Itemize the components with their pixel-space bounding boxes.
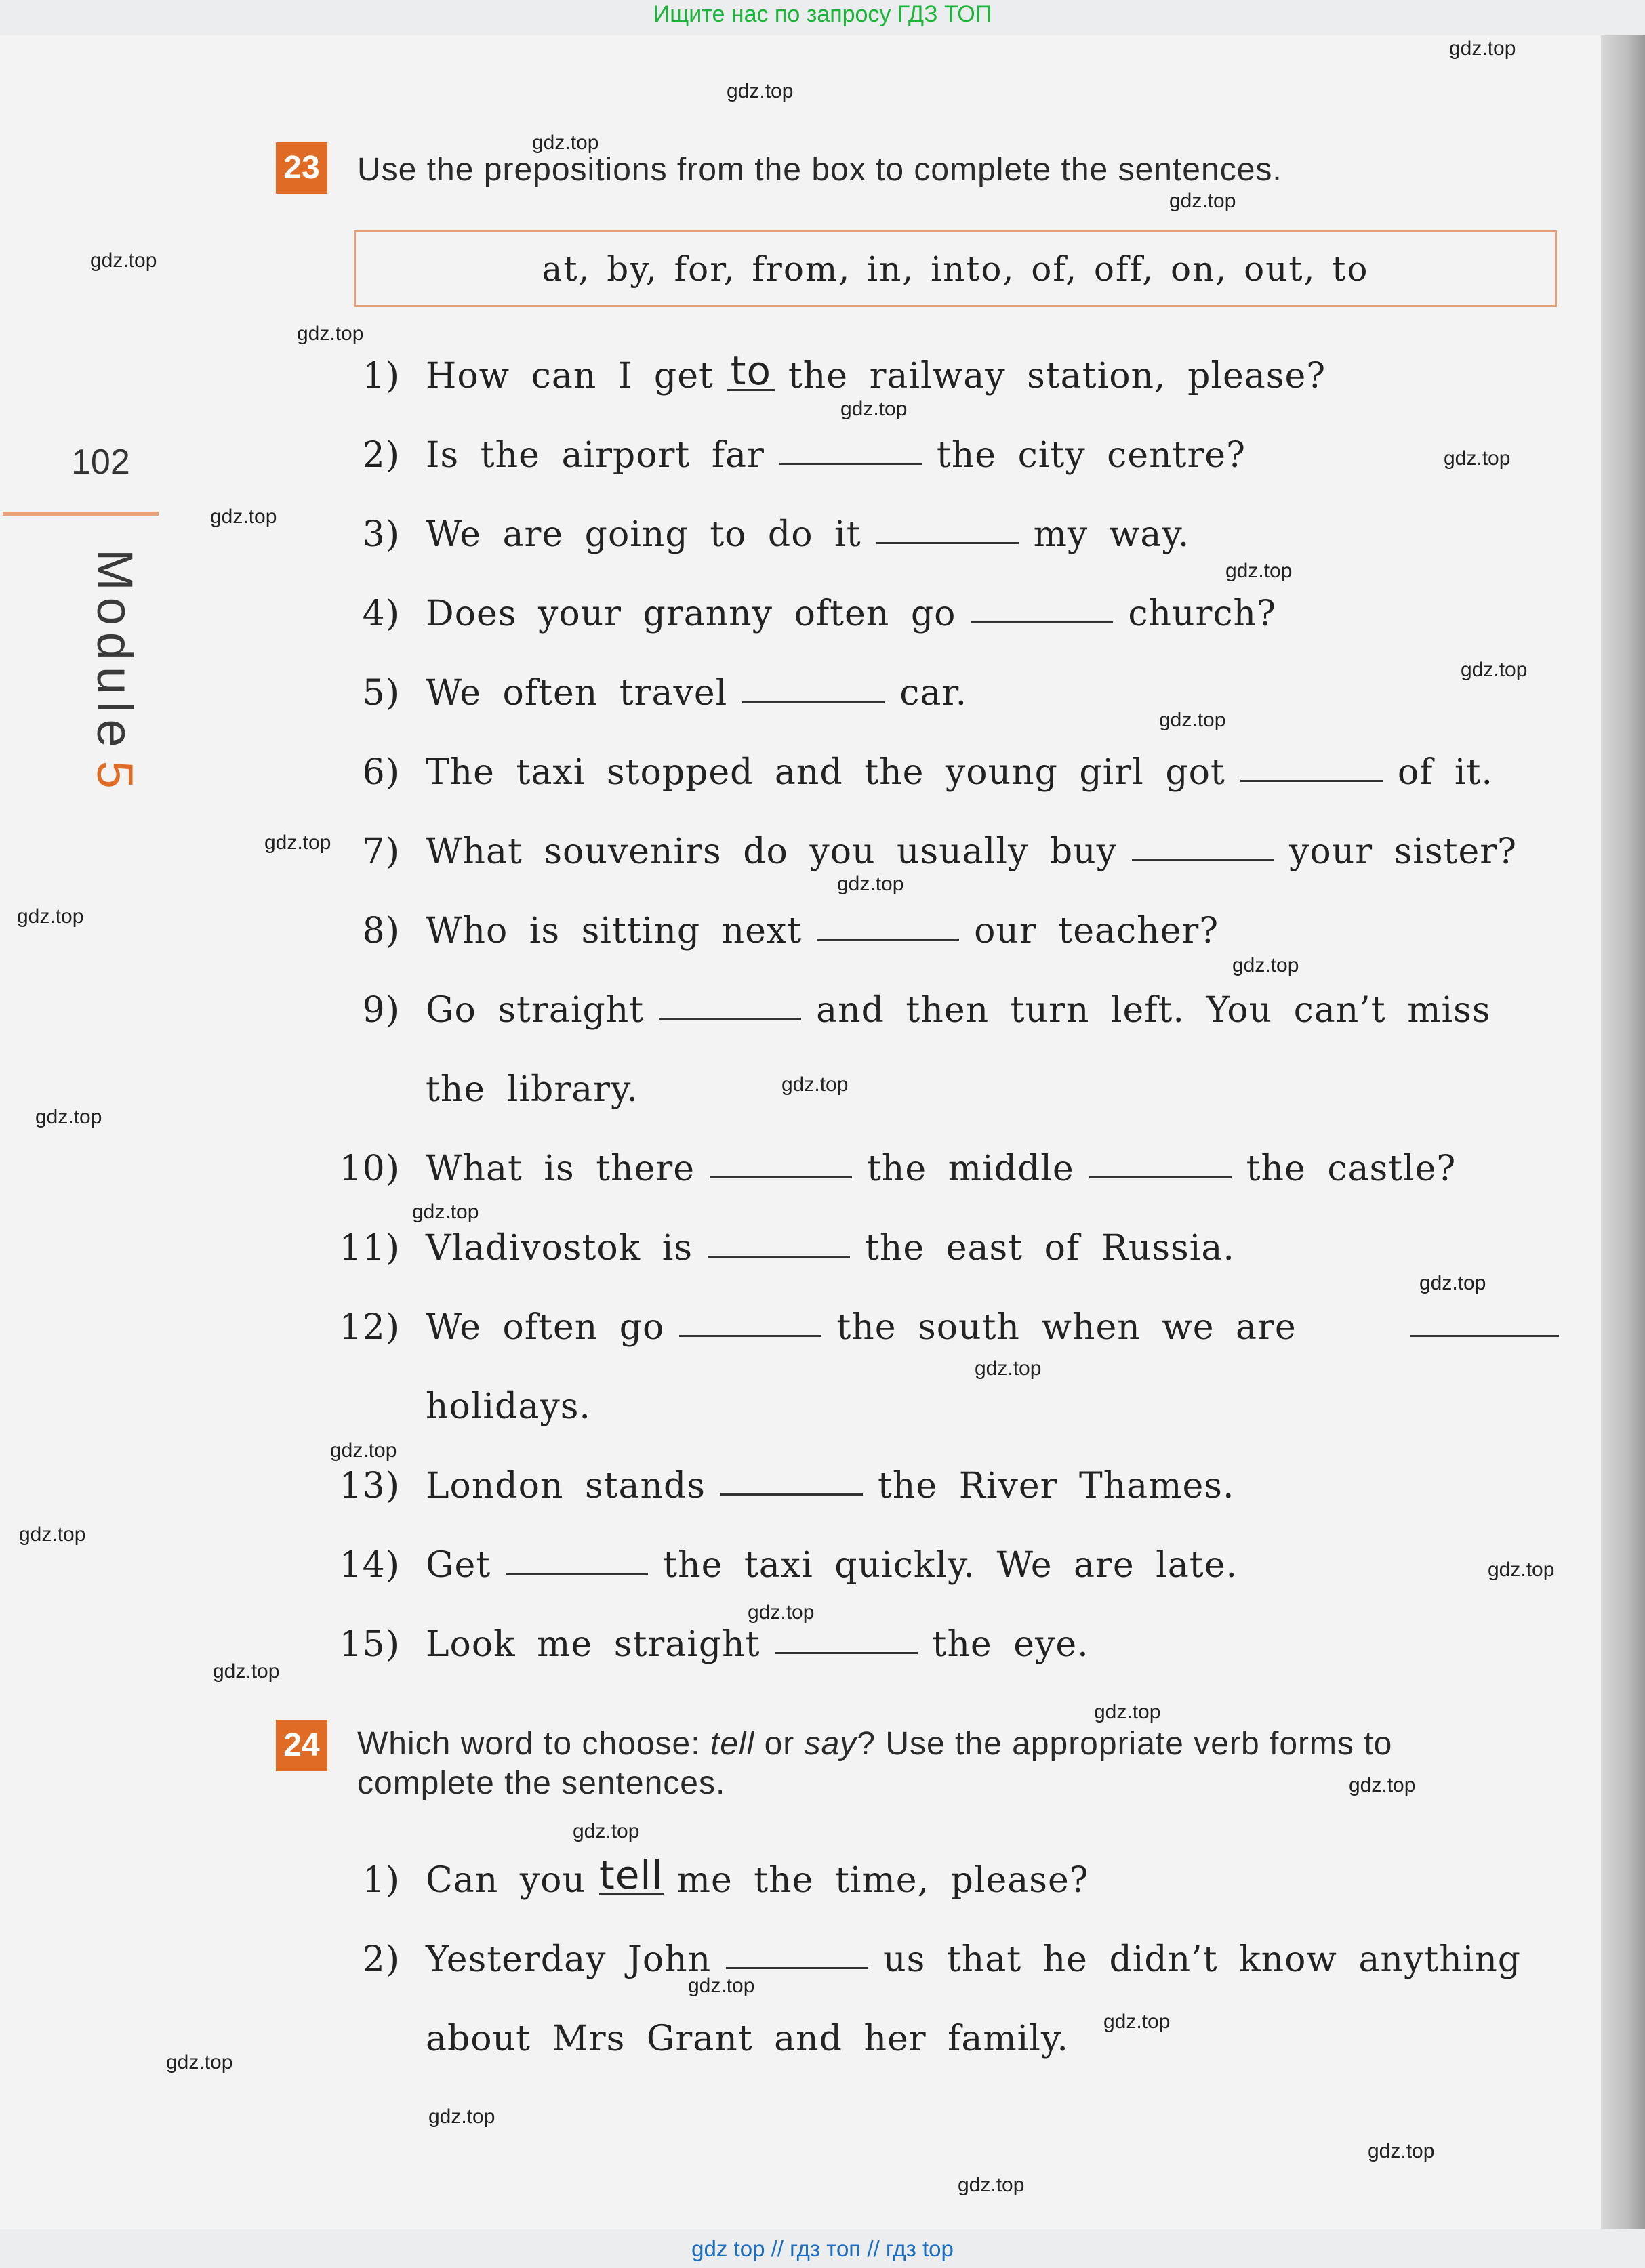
item-text: my way. bbox=[1033, 514, 1190, 555]
item-text: your sister? bbox=[1289, 831, 1517, 872]
exercise-23-item-15 bbox=[319, 1621, 1572, 1668]
exercise-24-item-1 bbox=[319, 1852, 1572, 1904]
item-number: 12) bbox=[339, 1307, 400, 1348]
watermark: gdz.top bbox=[1419, 1272, 1486, 1294]
watermark: gdz.top bbox=[573, 1820, 640, 1842]
watermark: gdz.top bbox=[1094, 1701, 1161, 1723]
item-text: What is there bbox=[426, 1149, 695, 1189]
watermark: gdz.top bbox=[166, 2051, 233, 2074]
exercise-24-item-2 bbox=[319, 1936, 1572, 1983]
exercise-23-item-13 bbox=[319, 1462, 1572, 1510]
exercise-23-item-7 bbox=[319, 828, 1572, 875]
watermark: gdz.top bbox=[213, 1660, 280, 1683]
blank-field[interactable] bbox=[779, 432, 922, 465]
exercise-23-item-4 bbox=[319, 590, 1572, 638]
watermark: gdz.top bbox=[210, 506, 277, 528]
item-number: 2) bbox=[362, 1939, 400, 1980]
item-number: 13) bbox=[339, 1466, 400, 1506]
exercise-23-item-10 bbox=[319, 1145, 1572, 1193]
exercise-23-item-6 bbox=[319, 749, 1572, 796]
item-number: 5) bbox=[362, 673, 400, 714]
item-text: and then turn left. You can’t miss bbox=[816, 990, 1491, 1031]
item-text: the railway station, please? bbox=[788, 356, 1326, 396]
item-text: We are going to do it bbox=[426, 514, 861, 555]
watermark: gdz.top bbox=[837, 873, 904, 895]
watermark: gdz.top bbox=[19, 1523, 86, 1546]
answer-field[interactable]: to bbox=[727, 352, 775, 391]
exercise-23-item-8 bbox=[319, 907, 1572, 955]
item-number: 3) bbox=[362, 514, 400, 555]
watermark: gdz.top bbox=[1461, 659, 1528, 681]
module-number: 5 bbox=[87, 760, 143, 796]
item-text: the east of Russia. bbox=[865, 1228, 1235, 1269]
item-text: We often go bbox=[426, 1307, 665, 1348]
item-text: The taxi stopped and the young girl got bbox=[426, 752, 1225, 793]
item-number: 7) bbox=[362, 831, 400, 872]
exercise-23-item-3 bbox=[319, 511, 1572, 558]
book-spine-shadow bbox=[1601, 35, 1645, 2229]
item-text: me the time, please? bbox=[676, 1860, 1089, 1901]
instruction-text: or bbox=[754, 1726, 805, 1762]
watermark: gdz.top bbox=[532, 131, 599, 154]
exercise-23-item-5 bbox=[319, 669, 1572, 717]
watermark: gdz.top bbox=[1232, 954, 1299, 976]
item-number: 14) bbox=[339, 1545, 400, 1586]
item-number: 15) bbox=[339, 1624, 400, 1665]
blank-field[interactable] bbox=[1240, 749, 1383, 782]
exercise-24-instruction bbox=[357, 1725, 1392, 1764]
item-text: the taxi quickly. We are late. bbox=[663, 1545, 1238, 1586]
blank-field[interactable] bbox=[679, 1304, 821, 1337]
item-text: holidays. bbox=[426, 1386, 591, 1427]
item-text: Is the airport far bbox=[426, 435, 765, 476]
exercise-23-item-9-continued bbox=[319, 1066, 1572, 1113]
word-tell: tell bbox=[710, 1726, 755, 1762]
blank-field[interactable] bbox=[775, 1621, 918, 1654]
exercise-23-item-14 bbox=[319, 1542, 1572, 1589]
watermark: gdz.top bbox=[428, 2105, 495, 2128]
watermark: gdz.top bbox=[264, 831, 331, 854]
watermark: gdz.top bbox=[412, 1201, 479, 1223]
watermark: gdz.top bbox=[975, 1357, 1042, 1380]
item-text: the city centre? bbox=[936, 435, 1246, 476]
exercise-23-badge: 23 bbox=[276, 142, 327, 194]
watermark: gdz.top bbox=[958, 2174, 1025, 2196]
exercise-23-item-12-continued bbox=[319, 1383, 1572, 1430]
exercise-24-item-2-continued bbox=[319, 2015, 1572, 2063]
item-text: the library. bbox=[426, 1069, 638, 1110]
bottom-banner[interactable]: gdz top // гдз топ // гдз top bbox=[691, 2236, 954, 2261]
exercise-23-item-9 bbox=[319, 987, 1572, 1034]
blank-field[interactable] bbox=[659, 987, 801, 1020]
watermark: gdz.top bbox=[688, 1975, 755, 1997]
word-say: say bbox=[804, 1726, 857, 1762]
item-text: the eye. bbox=[932, 1624, 1089, 1665]
watermark: gdz.top bbox=[330, 1439, 397, 1462]
blank-field[interactable] bbox=[817, 907, 959, 941]
item-text: us that he didn’t know anything bbox=[883, 1939, 1522, 1980]
watermark: gdz.top bbox=[840, 398, 908, 420]
watermark: gdz.top bbox=[748, 1601, 815, 1624]
item-text: car. bbox=[899, 673, 968, 714]
blank-field[interactable] bbox=[1089, 1145, 1232, 1178]
instruction-text: Which word to choose: bbox=[357, 1726, 710, 1762]
watermark: gdz.top bbox=[1169, 190, 1236, 212]
top-banner[interactable]: Ищите нас по запросу ГДЗ ТОП bbox=[653, 1, 992, 27]
watermark: gdz.top bbox=[90, 249, 157, 272]
watermark: gdz.top bbox=[17, 905, 84, 928]
exercise-23-instruction: Use the prepositions from the box to complete the sentences. bbox=[357, 152, 1282, 188]
prepositions-box: at, by, for, from, in, into, of, off, on, out, to bbox=[354, 230, 1557, 307]
blank-field[interactable] bbox=[506, 1542, 648, 1575]
watermark: gdz.top bbox=[1103, 2011, 1171, 2033]
blank-field[interactable] bbox=[742, 669, 885, 703]
item-text: We often travel bbox=[426, 673, 728, 714]
item-text: of it. bbox=[1397, 752, 1493, 793]
item-number: 1) bbox=[362, 1860, 400, 1901]
item-text: Who is sitting next bbox=[426, 911, 803, 951]
watermark: gdz.top bbox=[727, 80, 794, 102]
item-text: the south when we are bbox=[836, 1307, 1297, 1348]
item-number: 11) bbox=[339, 1228, 400, 1269]
blank-field[interactable] bbox=[1132, 828, 1274, 861]
item-text: the castle? bbox=[1246, 1149, 1457, 1189]
item-number: 2) bbox=[362, 435, 400, 476]
item-text: the middle bbox=[867, 1149, 1074, 1189]
exercise-24-instruction-line2: complete the sentences. bbox=[357, 1765, 726, 1801]
exercise-23-item-2 bbox=[319, 432, 1572, 479]
item-number: 8) bbox=[362, 911, 400, 951]
item-text: Can you bbox=[426, 1860, 586, 1901]
item-text: our teacher? bbox=[974, 911, 1219, 951]
watermark: gdz.top bbox=[1368, 2140, 1435, 2162]
item-text: Yesterday John bbox=[426, 1939, 712, 1980]
blank-field[interactable] bbox=[708, 1224, 850, 1258]
page-number: 102 bbox=[71, 442, 130, 482]
page-number-rule bbox=[3, 512, 159, 516]
exercise-23-item-1 bbox=[319, 348, 1572, 400]
exercise-23-item-12 bbox=[319, 1304, 1572, 1351]
watermark: gdz.top bbox=[1444, 447, 1511, 470]
item-text: the River Thames. bbox=[878, 1466, 1235, 1506]
watermark: gdz.top bbox=[1449, 37, 1516, 60]
item-text: about Mrs Grant and her family. bbox=[426, 2019, 1069, 2059]
item-number: 1) bbox=[362, 356, 400, 396]
watermark: gdz.top bbox=[297, 323, 364, 345]
item-text: How can I get bbox=[426, 356, 714, 396]
watermark: gdz.top bbox=[35, 1106, 102, 1128]
item-text: Does your granny often go bbox=[426, 594, 956, 634]
item-text: London stands bbox=[426, 1466, 706, 1506]
item-text: Get bbox=[426, 1545, 491, 1586]
watermark: gdz.top bbox=[1349, 1774, 1416, 1796]
item-text: church? bbox=[1128, 594, 1276, 634]
item-text: Vladivostok is bbox=[426, 1228, 693, 1269]
blank-field[interactable] bbox=[876, 511, 1019, 544]
blank-field[interactable] bbox=[720, 1462, 863, 1496]
watermark: gdz.top bbox=[1488, 1559, 1555, 1581]
blank-field[interactable] bbox=[1410, 1304, 1559, 1337]
item-text: Look me straight bbox=[426, 1624, 760, 1665]
module-label bbox=[86, 549, 144, 796]
item-number: 4) bbox=[362, 594, 400, 634]
exercise-23-item-11 bbox=[319, 1224, 1572, 1272]
answer-field[interactable]: tell bbox=[598, 1852, 664, 1898]
item-number: 6) bbox=[362, 752, 400, 793]
exercise-24-badge: 24 bbox=[276, 1720, 327, 1771]
module-word: Module bbox=[87, 549, 143, 754]
watermark: gdz.top bbox=[781, 1073, 849, 1096]
watermark: gdz.top bbox=[1159, 709, 1226, 731]
blank-field[interactable] bbox=[726, 1936, 868, 1969]
blank-field[interactable] bbox=[971, 590, 1113, 623]
instruction-text: ? Use the appropriate verb forms to bbox=[857, 1726, 1393, 1762]
watermark: gdz.top bbox=[1225, 560, 1293, 582]
item-number: 9) bbox=[362, 990, 400, 1031]
item-text: Go straight bbox=[426, 990, 645, 1031]
blank-field[interactable] bbox=[710, 1145, 852, 1178]
item-number: 10) bbox=[339, 1149, 400, 1189]
item-text: What souvenirs do you usually buy bbox=[426, 831, 1118, 872]
